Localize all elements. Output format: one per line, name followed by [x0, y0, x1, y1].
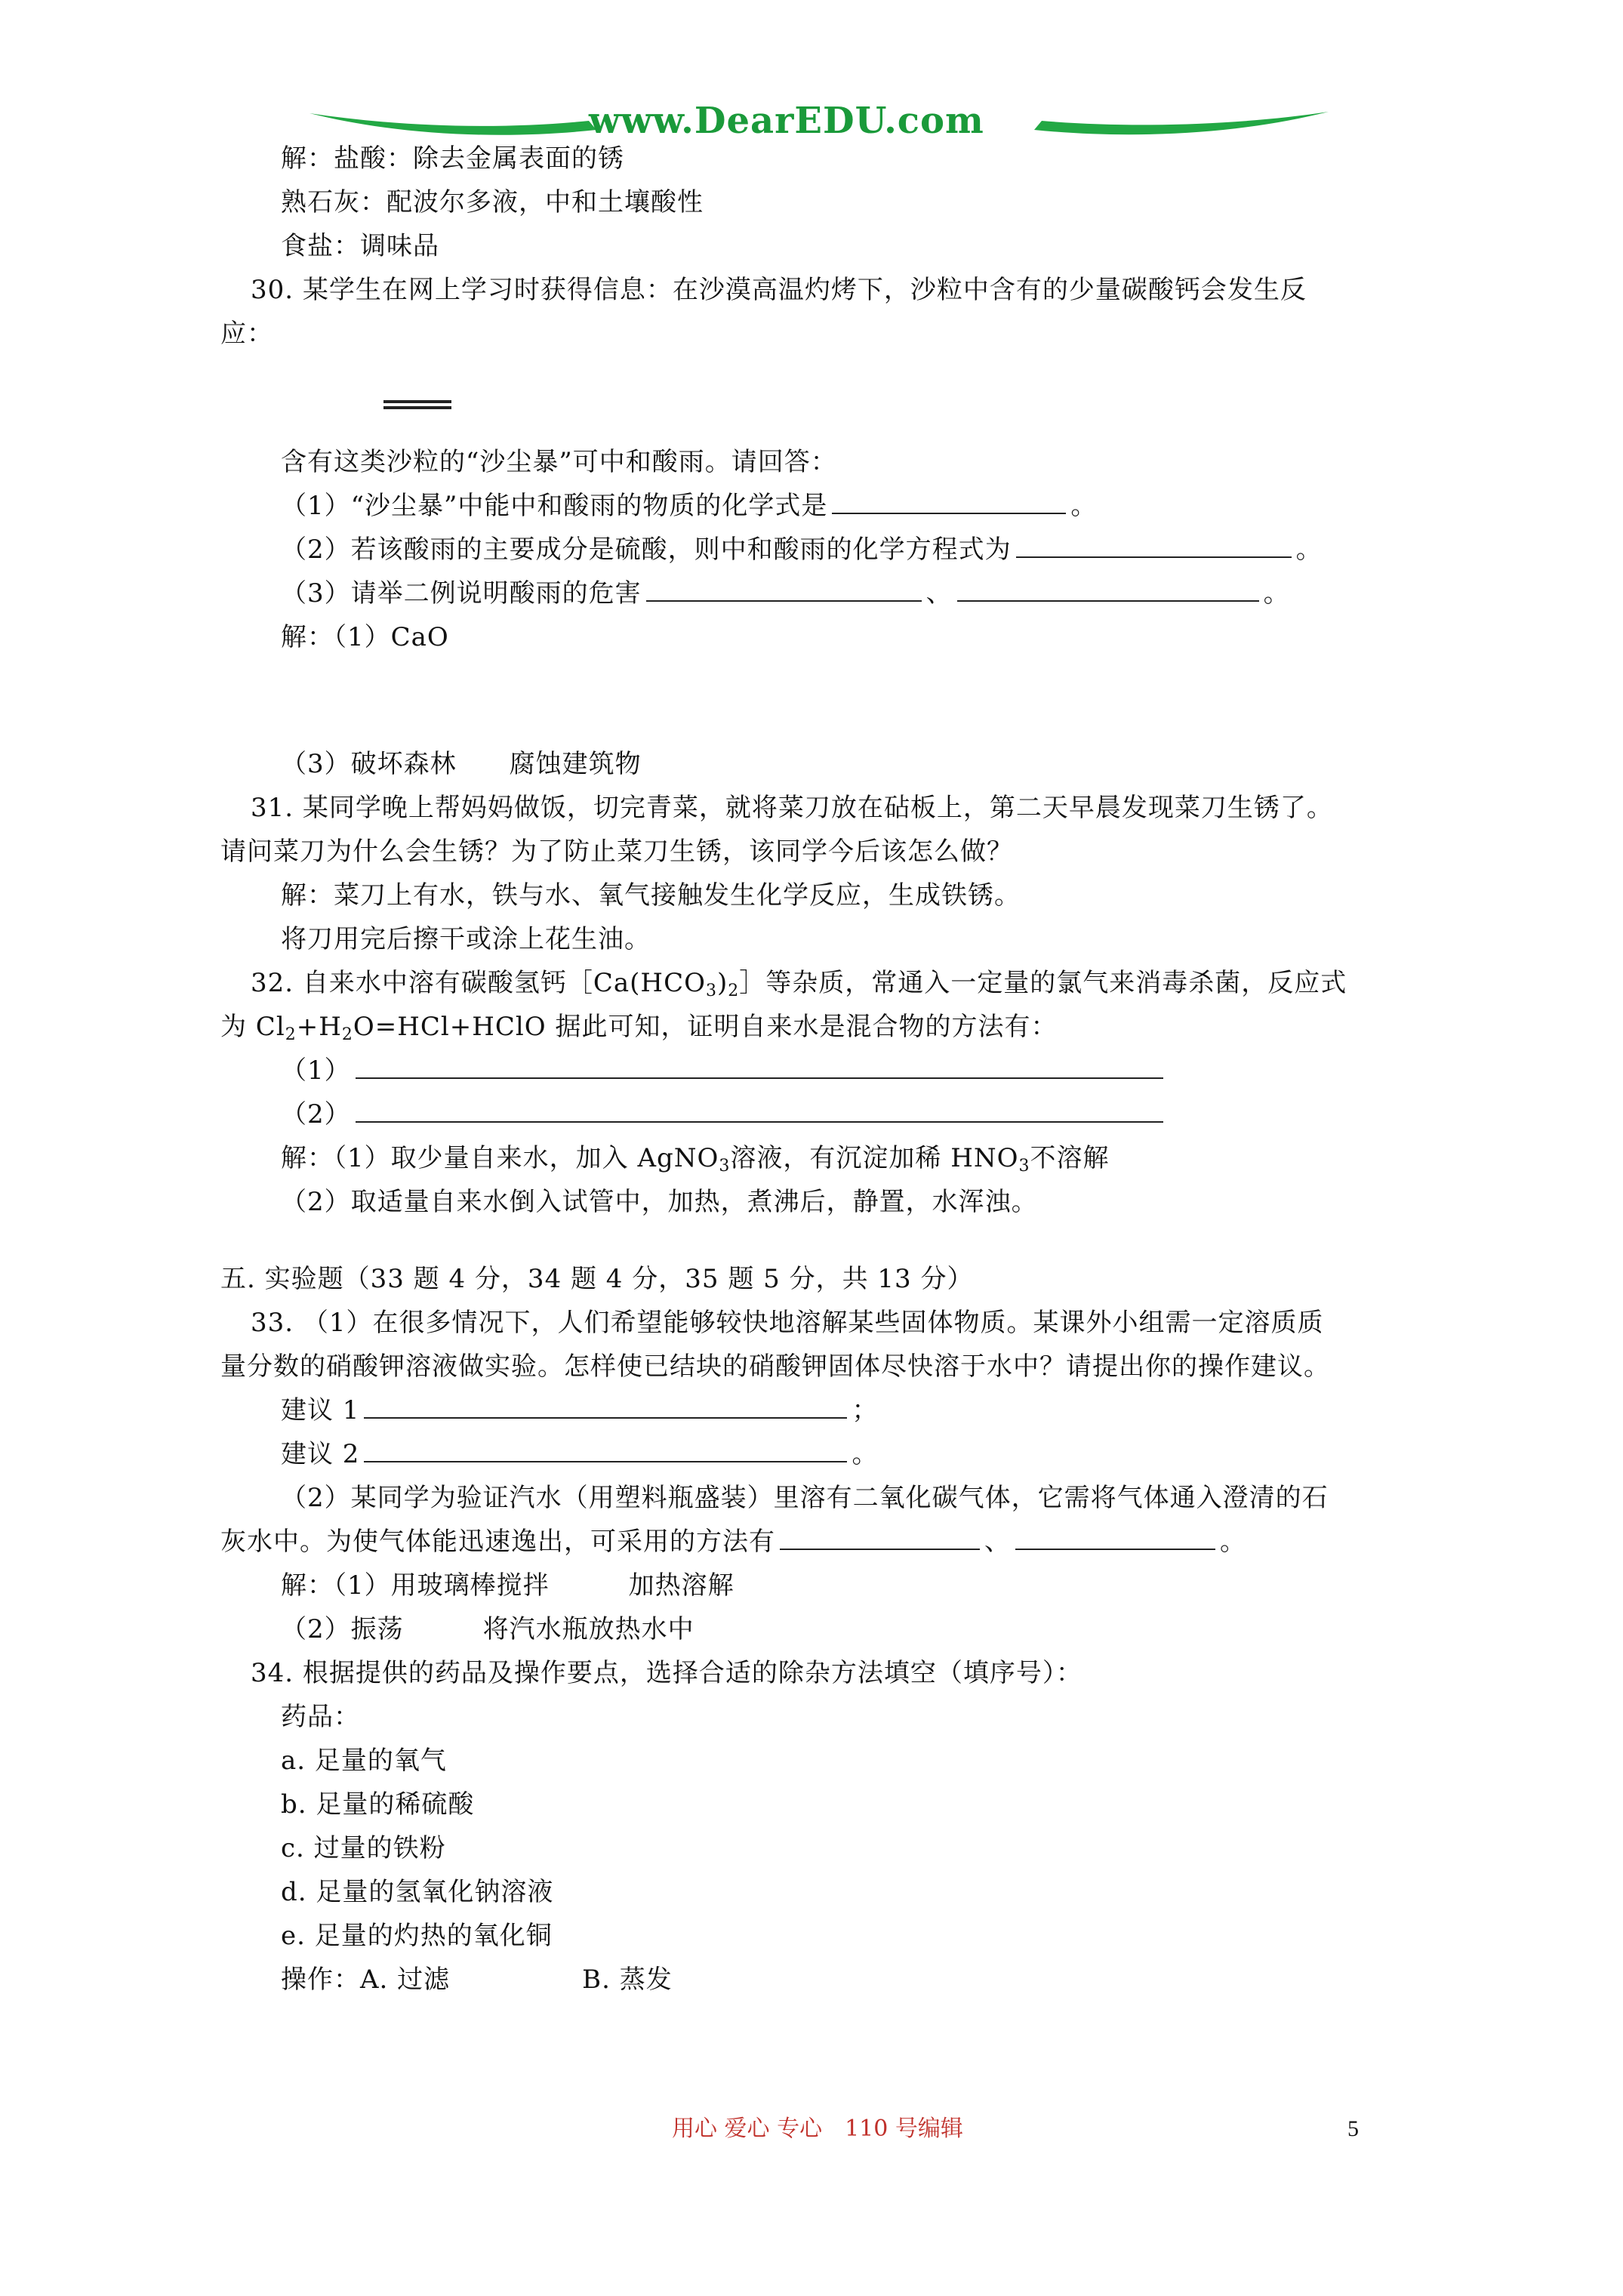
answer-blank[interactable] — [646, 578, 922, 602]
question-30-answer-3: （3）破坏森林 腐蚀建筑物 — [281, 749, 642, 779]
question-32-answer-1: 解：（1）取少量自来水，加入 AgNO$_3$溶液，有沉淀加稀 $HNO_3$不溶解 — [281, 1143, 1110, 1176]
page-number: 5 — [1347, 2116, 1359, 2141]
answer-blank[interactable] — [1015, 1526, 1215, 1550]
question-33-suggestion-2: 建议 2 。 — [281, 1439, 879, 1469]
question-34-text: 34. 根据提供的药品及操作要点，选择合适的除杂方法填空（填序号）： — [251, 1658, 1083, 1688]
answer-line: 解：盐酸：除去金属表面的锈 — [281, 143, 624, 174]
question-30-part-2: （2）若该酸雨的主要成分是硫酸，则中和酸雨的化学方程式为 。 — [281, 535, 1323, 565]
question-31-answer-2: 将刀用完后擦干或涂上花生油。 — [281, 924, 651, 954]
question-31-text: 31. 某同学晚上帮妈妈做饭，切完青菜，就将菜刀放在砧板上，第二天早晨发现菜刀生锈了。 — [251, 793, 1333, 823]
question-32-answer-2: （2）取适量自来水倒入试管中，加热，煮沸后，静置，水浑浊。 — [281, 1187, 1038, 1217]
site-logo-text: www.DearEDU.com — [589, 100, 984, 142]
question-30-intro: 含有这类沙粒的“沙尘暴”可中和酸雨。请回答： — [281, 447, 837, 477]
question-31-text-cont: 请问菜刀为什么会生锈？为了防止菜刀生锈，该同学今后该怎么做？ — [220, 837, 1013, 867]
question-32-text: 32. 自来水中溶有碳酸氢钙$[Ca(HCO_3)_2]$等杂质，常通入一定量的氯气来消毒杀菌，反应式 — [251, 968, 1347, 1000]
footer-slogan: 用心 爱心 专心 110 号编辑 — [672, 2116, 963, 2142]
question-30-text: 30. 某学生在网上学习时获得信息：在沙漠高温灼烤下，沙粒中含有的少量碳酸钙会发生反 — [251, 275, 1307, 305]
question-32-part-1: （1） — [281, 1054, 1168, 1087]
answer-blank[interactable] — [364, 1395, 847, 1419]
answer-blank[interactable] — [957, 578, 1259, 602]
answer-blank[interactable] — [832, 490, 1066, 514]
question-31-answer: 解：菜刀上有水，铁与水、氧气接触发生化学反应，生成铁锈。 — [281, 880, 1021, 911]
answer-blank[interactable] — [356, 1099, 1163, 1123]
question-34-drugs-label: 药品： — [281, 1702, 360, 1732]
question-33-answer-2: （2）振荡 将汽水瓶放热水中 — [281, 1614, 694, 1644]
answer-line: 食盐：调味品 — [281, 231, 439, 261]
question-34-operations: 操作：A. 过滤 B. 蒸发 — [281, 1965, 673, 1995]
answer-blank[interactable] — [780, 1526, 980, 1550]
question-32-part-2: （2） — [281, 1098, 1168, 1131]
drug-option-a: a. 足量的氧气 — [281, 1746, 447, 1776]
answer-blank[interactable] — [364, 1438, 847, 1462]
question-33-text: 33. （1）在很多情况下，人们希望能够较快地溶解某些固体物质。某课外小组需一定溶质质 — [251, 1308, 1324, 1338]
question-30-part-1: （1）“沙尘暴”中能中和酸雨的物质的化学式是 。 — [281, 491, 1098, 521]
question-30-answer-1: 解：（1）CaO — [281, 622, 449, 652]
question-33-part-2-cont: 灰水中。为使气体能迅速逸出，可采用的方法有 、 。 — [220, 1527, 1246, 1557]
drug-option-d: d. 足量的氢氧化钠溶液 — [281, 1877, 554, 1907]
drug-option-b: b. 足量的稀硫酸 — [281, 1789, 475, 1820]
question-32-reaction: 为 $Cl_2+H_2O=HCl+HClO$ 据此可知，证明自来水是混合物的方法有： — [220, 1012, 1058, 1044]
drug-option-e: e. 足量的灼热的氧化铜 — [281, 1921, 553, 1951]
question-30-part-3: （3）请举二例说明酸雨的危害 、 。 — [281, 578, 1290, 609]
answer-blank[interactable] — [1016, 534, 1292, 558]
equation-equals-mark — [383, 400, 451, 409]
question-33-answer-1: 解：（1）用玻璃棒搅拌 加热溶解 — [281, 1570, 735, 1601]
question-33-text-cont: 量分数的硝酸钾溶液做实验。怎样使已结块的硝酸钾固体尽快溶于水中？请提出你的操作建议。 — [220, 1351, 1330, 1382]
question-33-suggestion-1: 建议 1 ； — [281, 1395, 879, 1425]
answer-blank[interactable] — [356, 1055, 1163, 1079]
answer-line: 熟石灰：配波尔多液，中和土壤酸性 — [281, 187, 704, 217]
question-33-part-2: （2）某同学为验证汽水（用塑料瓶盛装）里溶有二氧化碳气体，它需将气体通入澄清的石 — [281, 1483, 1329, 1513]
question-30-text-cont: 应： — [220, 319, 273, 349]
drug-option-c: c. 过量的铁粉 — [281, 1833, 446, 1863]
section-5-heading: 五. 实验题（33 题 4 分，34 题 4 分，35 题 5 分，共 13 分） — [220, 1264, 974, 1294]
